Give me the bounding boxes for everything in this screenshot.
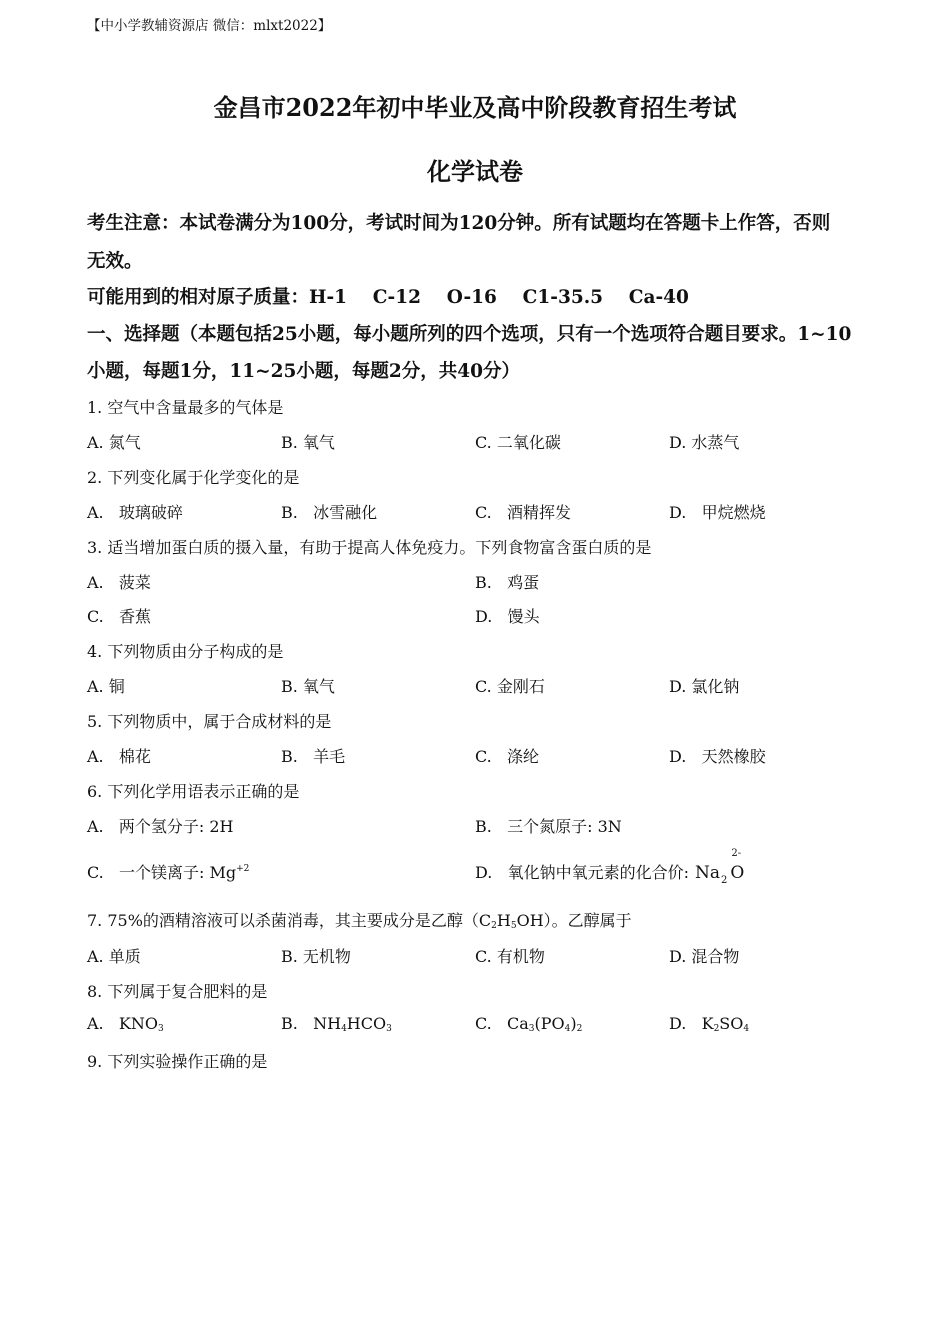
question-8-option-c-sub-3: 2 [576,1024,583,1034]
question-8-option-a [87,1014,164,1034]
formula-valence: 2- [731,848,742,859]
question-5-option-a: A. 棉花 [87,747,151,766]
question-1-option-a: A. 氮气 [87,433,141,452]
question-7-stem-mid: H [496,911,511,930]
question-3-option-d: D. 馒头 [475,607,540,626]
question-4-stem: 4. 下列物质由分子构成的是 [87,642,284,661]
question-7-option-d: D. 混合物 [669,947,740,966]
question-7-option-c: C. 有机物 [475,947,545,966]
question-8-option-c-sub-1: 3 [528,1024,535,1034]
formula-o: O [730,863,745,883]
question-8-option-d-mid: SO [719,1014,744,1033]
question-6-option-d-text: D. 氧化钠中氧元素的化合价: [475,863,689,882]
question-1-option-c: C. 二氧化碳 [475,433,561,452]
exam-title: 金昌市2022年初中毕业及高中阶段教育招生考试 [213,93,737,122]
question-3-option-c: C. 香蕉 [87,607,152,626]
question-8-option-a-sub: 3 [157,1024,164,1034]
question-2-option-c: C. 酒精挥发 [475,503,572,522]
question-6-option-c [87,860,249,883]
atomic-masses: 可能用到的相对原子质量：H-1 C-12 O-16 C1-35.5 Ca-40 [87,287,689,308]
question-8-option-c-mid: (PO [534,1014,565,1033]
notice-line-2: 无效。 [87,251,143,272]
question-5-option-b: B. 羊毛 [281,747,346,766]
question-5-stem: 5. 下列物质中，属于合成材料的是 [87,712,332,731]
section-heading-line-1: 一、选择题（本题包括25小题，每小题所列的四个选项，只有一个选项符合题目要求。1~10 [87,324,852,345]
question-8-option-b [281,1014,392,1034]
question-2-option-d: D. 甲烷燃烧 [669,503,766,522]
question-8-option-c [475,1014,582,1034]
question-8-option-d-formula: D. K [669,1014,714,1033]
question-4-option-a: A. 铜 [87,677,125,696]
question-7-option-b: B. 无机物 [281,947,351,966]
question-4-option-c: C. 金刚石 [475,677,545,696]
sodium-oxide-formula [695,848,745,886]
question-4-option-b: B. 氧气 [281,677,335,696]
question-7-stem [87,908,632,931]
question-2-stem: 2. 下列变化属于化学变化的是 [87,468,300,487]
question-8-option-d-sub-2: 4 [743,1024,750,1034]
question-8-option-c-end: ) [570,1014,577,1033]
question-3-stem: 3. 适当增加蛋白质的摄入量，有助于提高人体免疫力。下列食物富含蛋白质的是 [87,538,652,557]
question-6-stem: 6. 下列化学用语表示正确的是 [87,782,300,801]
question-4-option-d: D. 氯化钠 [669,677,740,696]
question-6-option-b: B. 三个氮原子: 3N [475,817,622,836]
question-8-option-d-sub-1: 2 [713,1024,720,1034]
question-8-option-b-formula: B. NH [281,1014,342,1033]
header-note: 【中小学教辅资源店 微信：mlxt2022】 [87,18,332,34]
formula-na: Na [695,863,721,883]
question-2-option-b: B. 冰雪融化 [281,503,378,522]
question-7-sub-1: 2 [491,921,497,931]
question-8-stem: 8. 下列属于复合肥料的是 [87,982,268,1001]
question-1-stem: 1. 空气中含量最多的气体是 [87,398,284,417]
question-9-stem: 9. 下列实验操作正确的是 [87,1052,268,1071]
question-6-option-a: A. 两个氢分子: 2H [87,817,234,836]
exam-subtitle: 化学试卷 [427,157,523,186]
question-1-option-d: D. 水蒸气 [669,433,740,452]
section-heading-line-2: 小题，每题1分，11~25小题，每题2分，共40分） [87,361,520,382]
question-8-option-b-mid: HCO [346,1014,387,1033]
question-3-option-b: B. 鸡蛋 [475,573,540,592]
notice-line-1: 考生注意：本试卷满分为100分，考试时间为120分钟。所有试题均在答题卡上作答，否则 [87,213,831,234]
formula-subscript-2: 2 [721,875,728,886]
question-7-option-a: A. 单质 [87,947,141,966]
question-8-option-c-sub-2: 4 [564,1024,571,1034]
question-8-option-b-sub-2: 3 [386,1024,392,1034]
question-3-option-a: A. 菠菜 [87,573,151,592]
question-7-stem-pre: 7. 75%的酒精溶液可以杀菌消毒，其主要成分是乙醇（C [87,911,492,930]
question-5-option-c: C. 涤纶 [475,747,540,766]
question-6-option-c-charge: +2 [236,864,250,874]
question-6-option-c-text: C. 一个镁离子: Mg [87,863,237,882]
question-8-option-a-formula: A. KNO [87,1014,158,1033]
question-7-sub-2: 5 [510,921,517,931]
question-8-option-b-sub-1: 4 [341,1024,347,1034]
question-5-option-d: D. 天然橡胶 [669,747,766,766]
question-1-option-b: B. 氧气 [281,433,335,452]
question-8-option-c-formula: C. Ca [475,1014,529,1033]
question-6-option-d [475,848,745,886]
question-2-option-a: A. 玻璃破碎 [87,503,183,522]
question-8-option-d [669,1014,749,1034]
question-7-stem-post: OH）。乙醇属于 [516,911,632,930]
